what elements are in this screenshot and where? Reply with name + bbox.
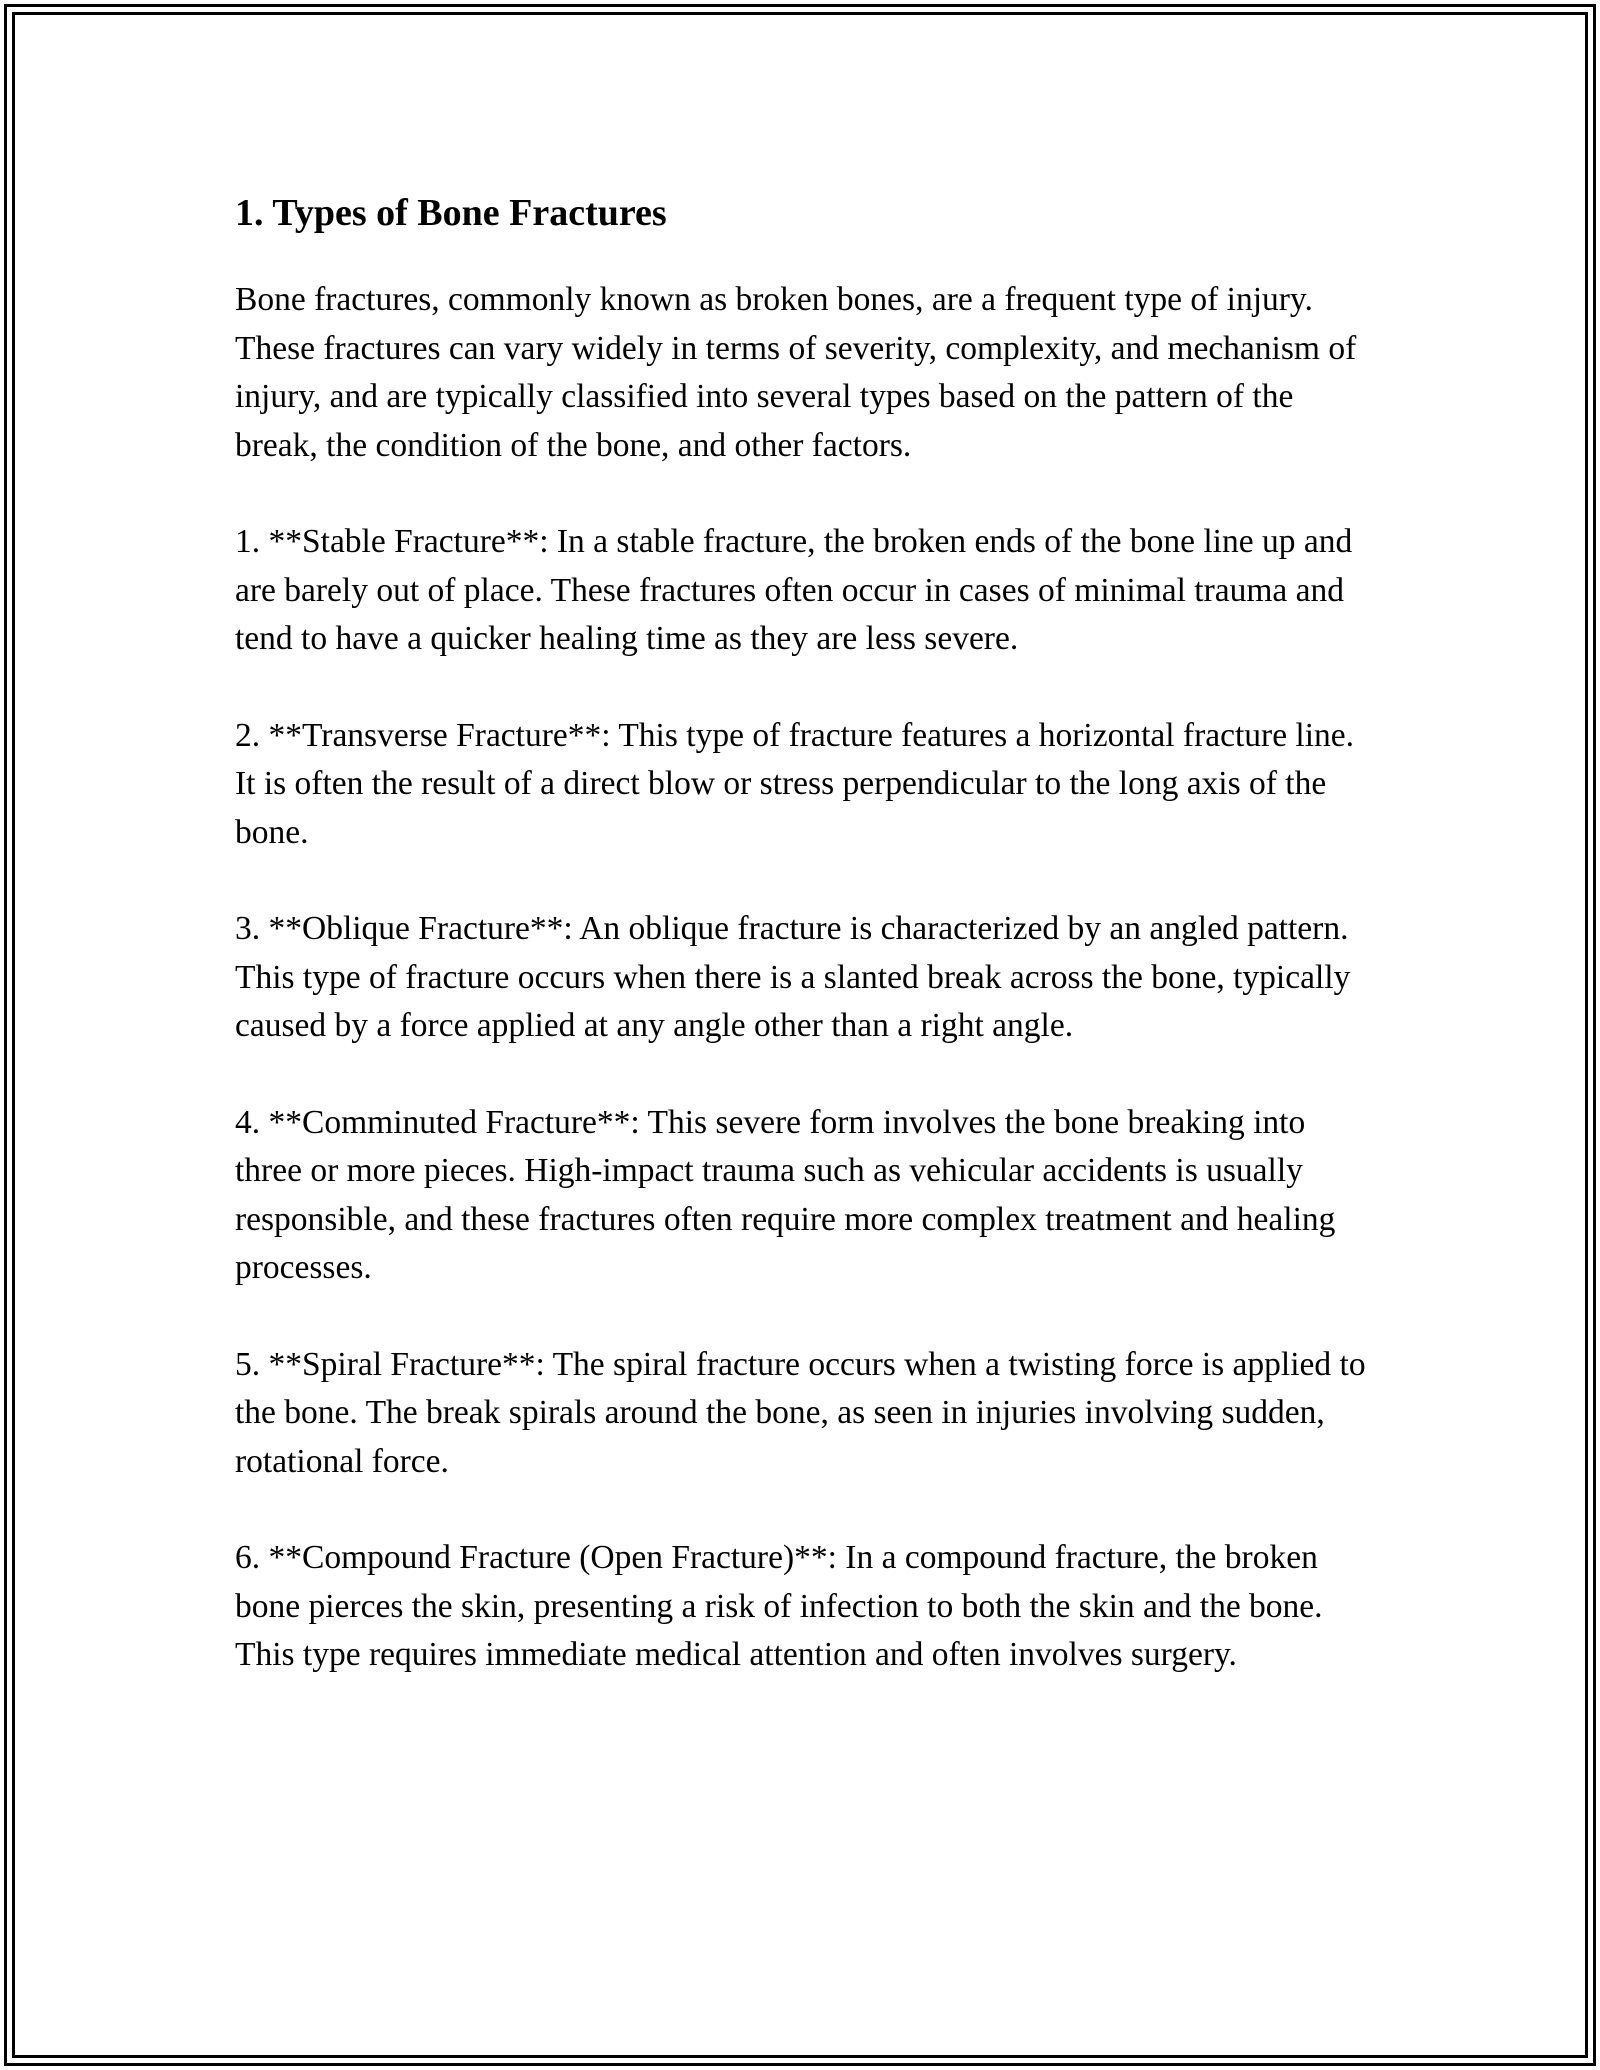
spiral-fracture-paragraph: 5. **Spiral Fracture**: The spiral fracture occurs when a twisting force is applied to the bone. The break spirals around the bone, as seen in injuries involving sudden, rotational force. [235,1345,1366,1480]
oblique-fracture-paragraph: 3. **Oblique Fracture**: An oblique fracture is characterized by an angled pattern. This type of fracture occurs when there is a slanted break across the bone, typically caused by a force applied at any angle other than a right angle. [235,910,1351,1044]
section-title: 1. Types of Bone Fractures [235,192,667,234]
comminuted-fracture-paragraph: 4. **Comminuted Fracture**: This severe form involves the bone breaking into three or more pieces. High-impact trauma such as vehicular accidents is usually responsible, and these fractures often require more complex treatment and healing processes. [235,1103,1336,1286]
intro-paragraph: Bone fractures, commonly known as broken bones, are a frequent type of injury. These fractures can vary widely in terms of severity, complexity, and mechanism of injury, and are typically classified into several types based on the pattern of the break, the condition of the bone, and other factors. [235,281,1357,464]
stable-fracture-paragraph: 1. **Stable Fracture**: In a stable fracture, the broken ends of the bone line up and are barely out of place. These fractures often occur in cases of minimal trauma and tend to have a quicker healing time as they are less severe. [235,523,1353,657]
transverse-fracture-paragraph: 2. **Transverse Fracture**: This type of fracture features a horizontal fracture line. It is often the result of a direct blow or stress perpendicular to the long axis of the bone. [235,716,1355,851]
compound-fracture-paragraph: 6. **Compound Fracture (Open Fracture)**: In a compound fracture, the broken bone pierces the skin, presenting a risk of infection to both the skin and the bone. This type requires immediate medical attention and often involves surgery. [235,1539,1323,1673]
document-body [235,186,1375,1728]
